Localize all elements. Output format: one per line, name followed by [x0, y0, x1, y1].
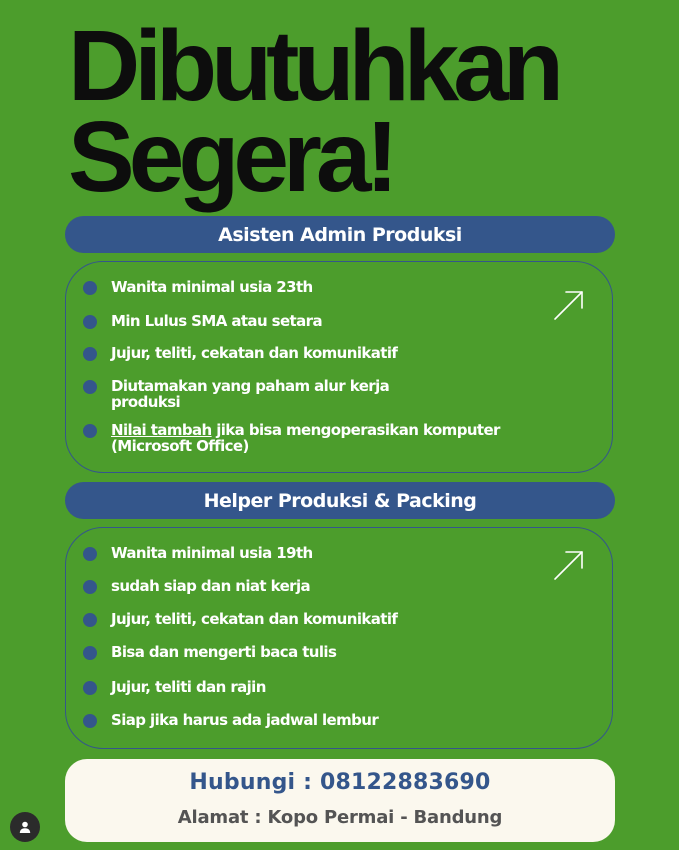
bullet-dot-icon — [83, 646, 97, 660]
requirement-text: Min Lulus SMA atau setara — [111, 312, 322, 330]
list-item — [83, 422, 523, 454]
bullet-dot-icon — [83, 580, 97, 594]
requirement-text: Jujur, teliti dan rajin — [111, 678, 266, 696]
requirement-text: Jujur, teliti, cekatan dan komunikatif — [111, 344, 398, 362]
list-item — [83, 313, 543, 329]
list-item — [83, 279, 543, 295]
requirements-box-helper-produksi — [65, 527, 613, 749]
list-item — [83, 644, 543, 660]
bullet-dot-icon — [83, 281, 97, 295]
requirement-text: sudah siap dan niat kerja — [111, 577, 311, 595]
list-item — [83, 611, 543, 627]
bullet-dot-icon — [83, 347, 97, 361]
headline-line-1: Dibutuhkan — [68, 10, 558, 122]
requirement-text: Wanita minimal usia 23th — [111, 278, 313, 296]
requirement-text: Wanita minimal usia 19th — [111, 544, 313, 562]
bullet-dot-icon — [83, 547, 97, 561]
arrow-up-right-icon — [552, 548, 586, 582]
requirement-text: Jujur, teliti, cekatan dan komunikatif — [111, 610, 398, 628]
list-item — [83, 578, 543, 594]
list-item — [83, 712, 543, 728]
section-title-asisten-admin: Asisten Admin Produksi — [65, 216, 615, 253]
requirements-box-asisten-admin — [65, 261, 613, 473]
requirement-text: Bisa dan mengerti baca tulis — [111, 643, 337, 661]
bullet-dot-icon — [83, 424, 97, 438]
bullet-dot-icon — [83, 714, 97, 728]
user-icon — [18, 820, 32, 834]
requirement-text: Siap jika harus ada jadwal lembur — [111, 711, 379, 729]
bullet-dot-icon — [83, 315, 97, 329]
requirement-rest: jika bisa mengoperasikan komputer (Microsoft Office) — [111, 421, 500, 455]
bullet-dot-icon — [83, 380, 97, 394]
headline-line-2: Segera! — [68, 101, 393, 213]
contact-address: Alamat : Kopo Permai - Bandung — [177, 807, 503, 828]
bullet-dot-icon — [83, 681, 97, 695]
section-title-helper-produksi: Helper Produksi & Packing — [65, 482, 615, 519]
requirement-text — [111, 422, 523, 454]
list-item — [83, 545, 543, 561]
list-item — [83, 345, 543, 361]
contact-card — [65, 759, 615, 842]
requirement-emphasis: Nilai tambah — [111, 421, 212, 439]
contact-phone: Hubungi : 08122883690 — [189, 770, 491, 795]
list-item — [83, 378, 403, 410]
arrow-up-right-icon — [552, 288, 586, 322]
bullet-dot-icon — [83, 613, 97, 627]
avatar-button[interactable] — [10, 812, 40, 842]
list-item — [83, 679, 543, 695]
requirement-text: Diutamakan yang paham alur kerja produksi — [111, 377, 390, 411]
